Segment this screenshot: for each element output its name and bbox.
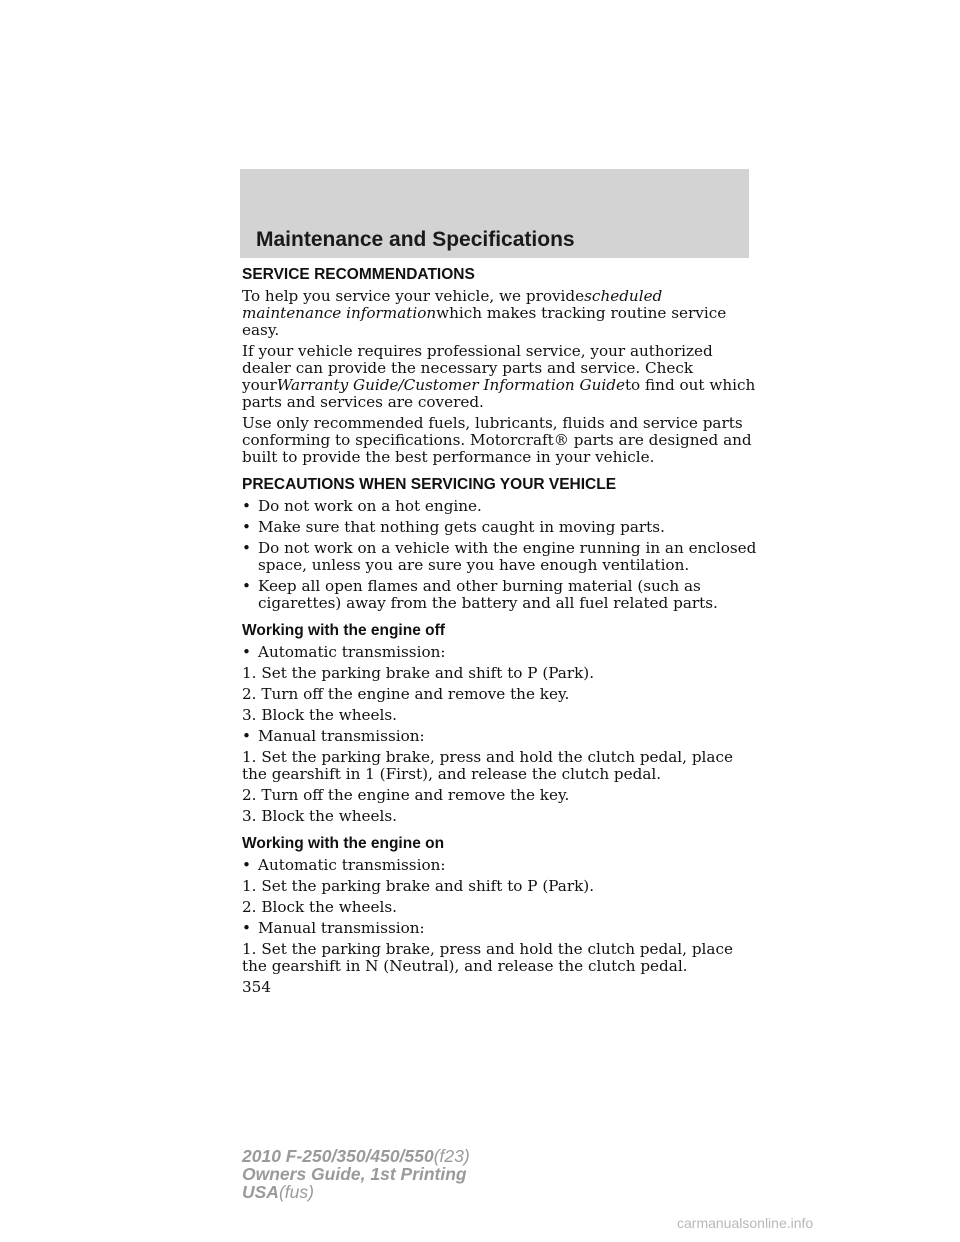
bullet-icon: •	[242, 727, 251, 745]
bullet-icon: •	[242, 643, 251, 661]
precaution-text: Do not work on a vehicle with the engine running in an enclosed space, unless you are sure you have enough ventilation.	[258, 539, 757, 574]
transmission-type	[242, 728, 762, 745]
transmission-label: Manual transmission:	[258, 727, 425, 745]
step: 1. Set the parking brake and shift to P (Park).	[242, 877, 595, 895]
bullet-icon: •	[242, 539, 251, 557]
step: 1. Set the parking brake and shift to P (Park).	[242, 664, 595, 682]
bullet-icon: •	[242, 497, 251, 515]
bullet-icon: •	[242, 856, 251, 874]
text: If your vehicle requires professional service, your authorized dealer can provide the necessary parts and service. Check your	[242, 342, 713, 394]
footer-line-model	[242, 1147, 470, 1165]
heading-engine-on: Working with the engine on	[242, 835, 445, 852]
precaution-text: Keep all open flames and other burning material (such as cigarettes) away from the battery and all fuel related parts.	[258, 577, 718, 612]
step: 2. Block the wheels.	[242, 898, 397, 916]
page-number: 354	[242, 978, 271, 996]
transmission-type	[242, 857, 762, 874]
heading-service-recommendations: SERVICE RECOMMENDATIONS	[242, 266, 475, 283]
bullet-icon: •	[242, 577, 251, 595]
paragraph-service-intro	[242, 288, 762, 339]
text: which makes tracking routine service easy.	[242, 304, 727, 339]
heading-precautions: PRECAUTIONS WHEN SERVICING YOUR VEHICLE	[242, 476, 617, 493]
bullet-icon: •	[242, 518, 251, 536]
step: 3. Block the wheels.	[242, 807, 397, 825]
footer-market: USA	[242, 1182, 279, 1202]
watermark: carmanualsonline.info	[677, 1215, 814, 1231]
step: 3. Block the wheels.	[242, 706, 397, 724]
transmission-label: Automatic transmission:	[258, 643, 446, 661]
footer-model: 2010 F-250/350/450/550	[242, 1146, 434, 1166]
section-title: Maintenance and Specifications	[256, 228, 575, 251]
bullet-icon: •	[242, 919, 251, 937]
step: 2. Turn off the engine and remove the key.	[242, 786, 570, 804]
precaution-text: Make sure that nothing gets caught in moving parts.	[258, 518, 665, 536]
italic-text: scheduled maintenance information	[242, 287, 663, 322]
step: 2. Turn off the engine and remove the key.	[242, 685, 570, 703]
transmission-type	[242, 644, 762, 661]
footer-market-code: (fus)	[278, 1182, 314, 1202]
precaution-item	[242, 498, 762, 515]
step: 1. Set the parking brake, press and hold the clutch pedal, place the gearshift in N (Neutral), and release the clutch pedal.	[242, 940, 733, 975]
transmission-label: Automatic transmission:	[258, 856, 446, 874]
page-body	[242, 266, 762, 996]
italic-text: Warranty Guide/Customer Information Guide	[276, 376, 625, 394]
precaution-item	[242, 540, 762, 574]
paragraph-dealer-service	[242, 343, 762, 411]
footer-line-printing: Owners Guide, 1st Printing	[242, 1164, 467, 1184]
step: 1. Set the parking brake, press and hold the clutch pedal, place the gearshift in 1 (First), and release the clutch pedal.	[242, 748, 733, 783]
precaution-item	[242, 519, 762, 536]
text: to find out which parts and services are covered.	[242, 376, 756, 411]
transmission-type	[242, 920, 762, 937]
precaution-text: Do not work on a hot engine.	[258, 497, 482, 515]
transmission-label: Manual transmission:	[258, 919, 425, 937]
footer-line-market	[242, 1183, 470, 1201]
heading-engine-off: Working with the engine off	[242, 622, 445, 639]
paragraph-parts: Use only recommended fuels, lubricants, fluids and service parts conforming to specifications. Motorcraft® parts are designed and built to provide the best performance in your vehicle.	[242, 414, 752, 466]
footer-code: (f23)	[433, 1146, 470, 1166]
print-footer	[242, 1147, 470, 1201]
precaution-item	[242, 578, 762, 612]
text: To help you service your vehicle, we provide	[242, 287, 585, 305]
